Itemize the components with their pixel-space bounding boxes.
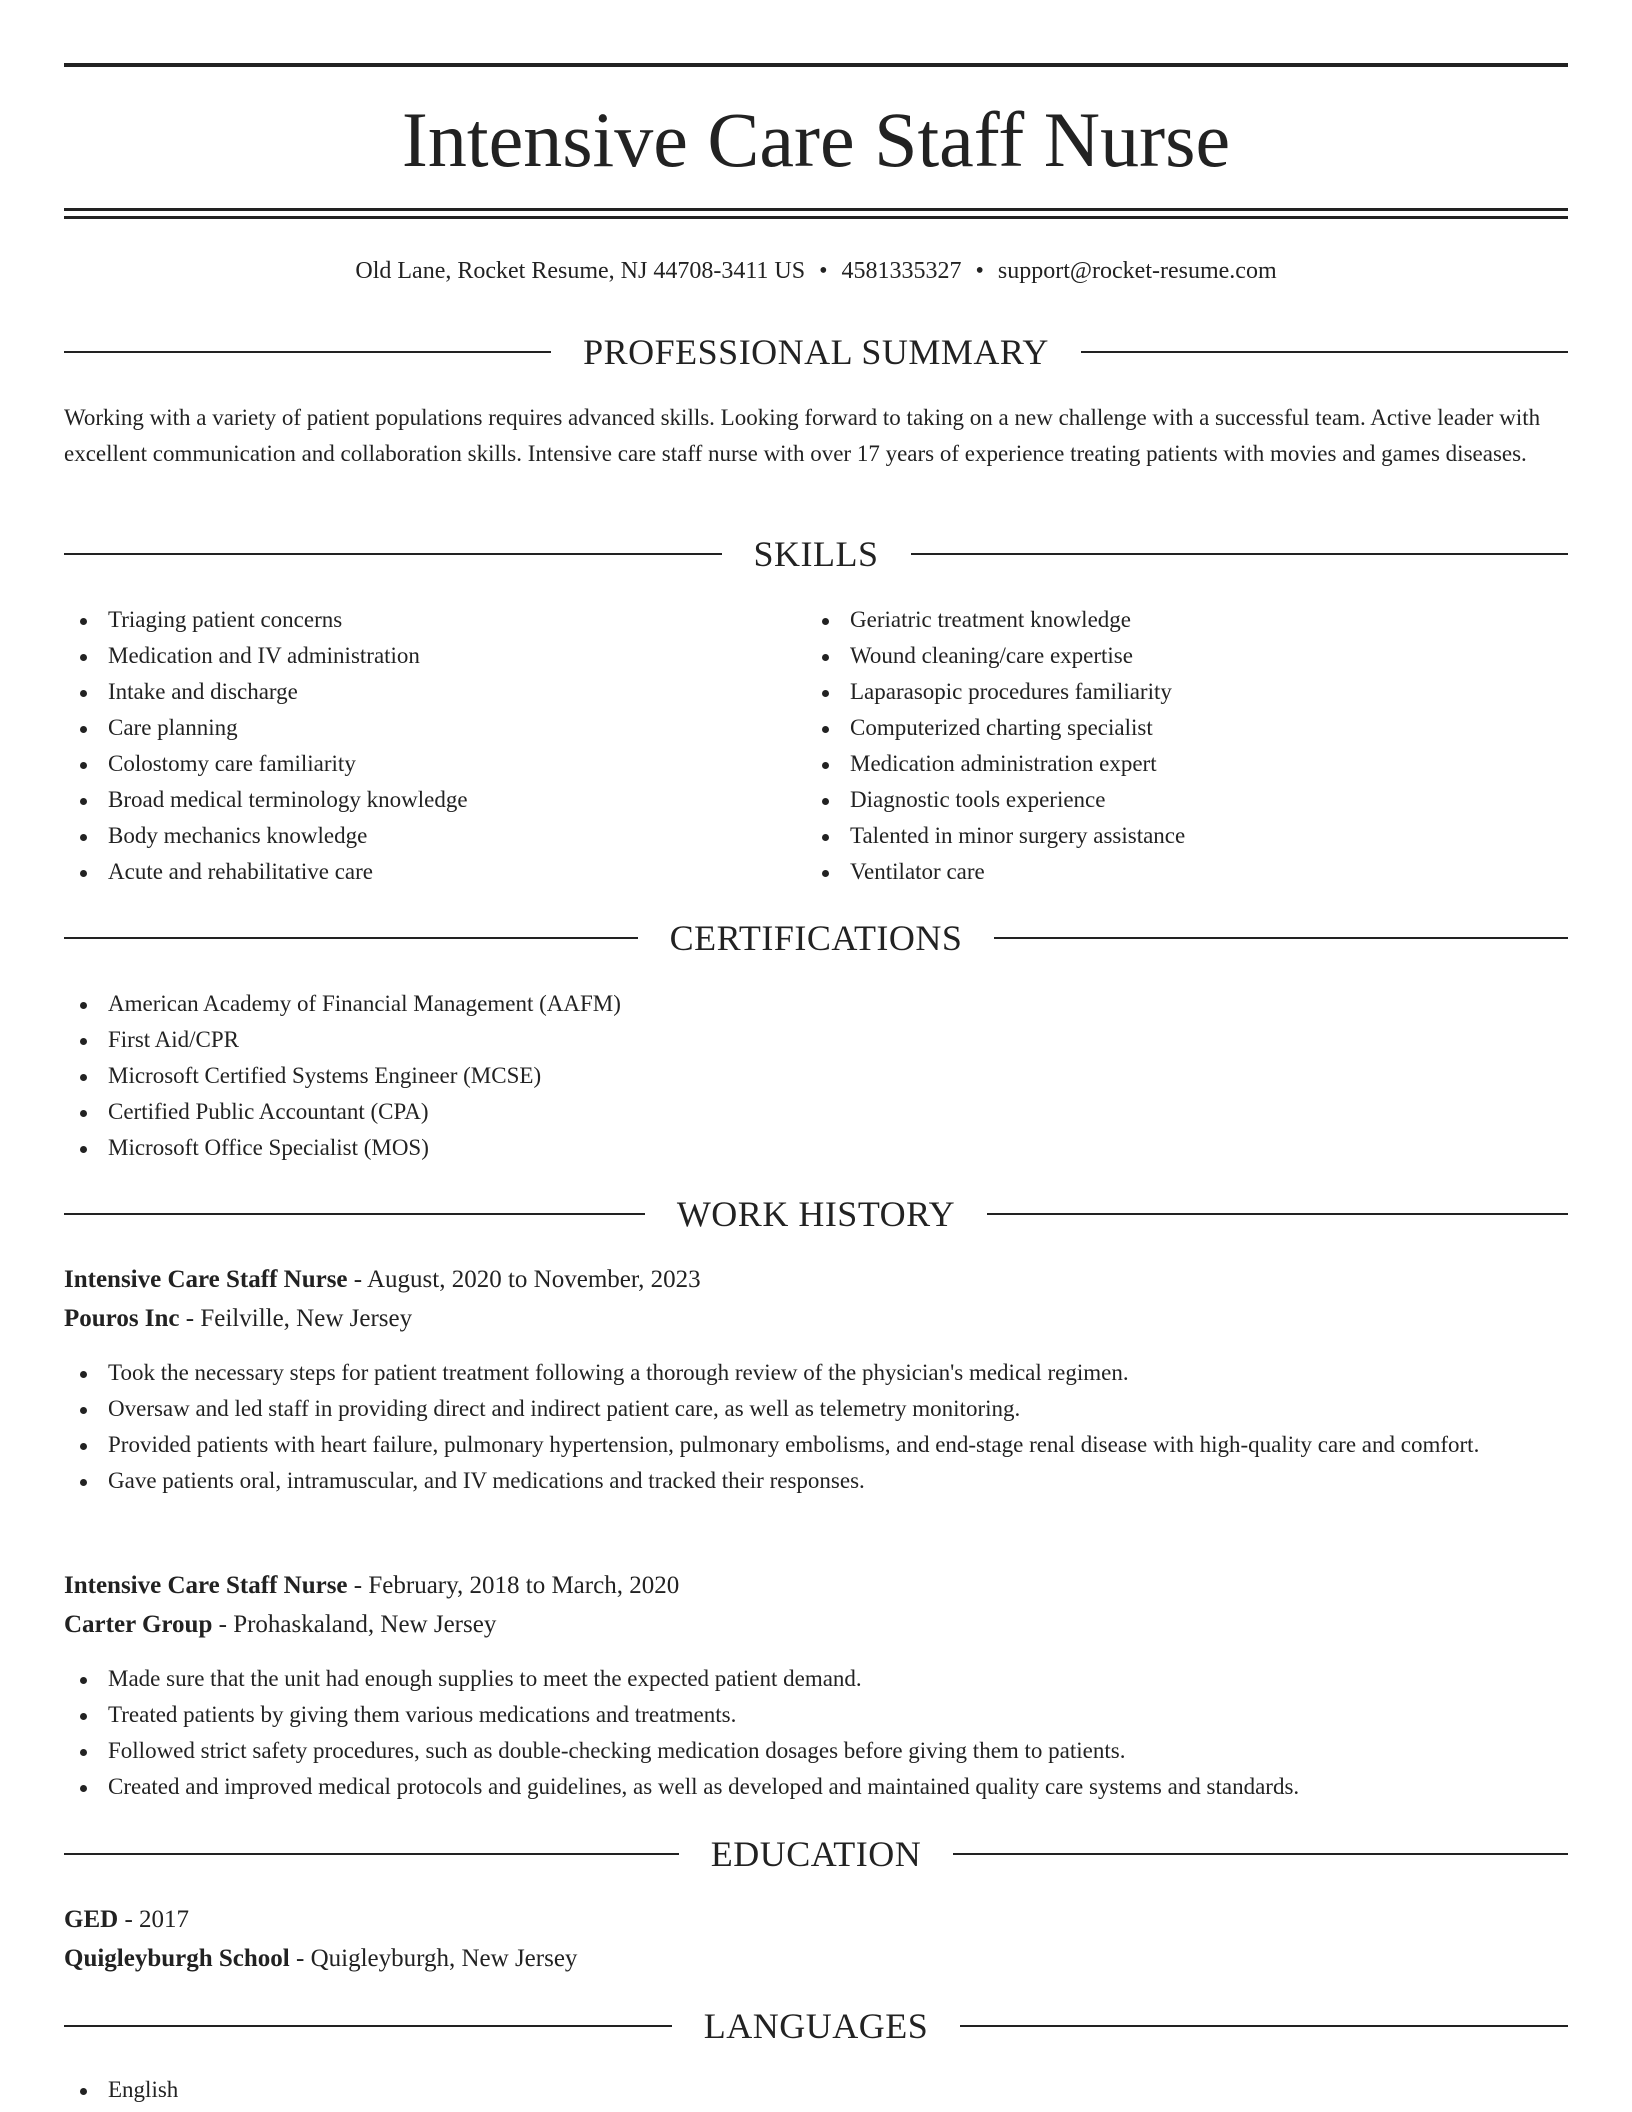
certification-item: Microsoft Certified Systems Engineer (MCSE)	[64, 1058, 1568, 1094]
job-dates: - August, 2020 to November, 2023	[347, 1266, 701, 1293]
section-heading-certifications	[64, 918, 1568, 958]
candidate-name: Intensive Care Staff Nurse	[401, 96, 1231, 183]
skill-item: Talented in minor surgery assistance	[806, 818, 1546, 854]
divider-line	[64, 553, 722, 555]
divider-line	[960, 2025, 1568, 2027]
section-title: PROFESSIONAL SUMMARY	[583, 332, 1049, 372]
education-degree-line	[64, 1902, 1568, 1938]
education-year: - 2017	[118, 1906, 190, 1933]
divider-line	[64, 351, 551, 353]
job-duty-item: Gave patients oral, intramuscular, and IV medications and tracked their responses.	[64, 1463, 1568, 1499]
job-duties-list	[64, 1661, 1568, 1805]
job-title: Intensive Care Staff Nurse	[64, 1266, 348, 1293]
job-duty-item: Provided patients with heart failure, pulmonary hypertension, pulmonary embolisms, and end-stage renal disease with high-quality care and comfort.	[64, 1427, 1568, 1463]
divider-line	[953, 1853, 1568, 1855]
section-heading-skills	[64, 534, 1568, 574]
skill-item: Wound cleaning/care expertise	[806, 638, 1546, 674]
job-location: - Prohaskaland, New Jersey	[212, 1611, 497, 1638]
certification-item: Microsoft Office Specialist (MOS)	[64, 1130, 1568, 1166]
contact-phone: 4581335327	[841, 258, 962, 284]
skill-item: Colostomy care familiarity	[64, 746, 804, 782]
job-duty-item: Treated patients by giving them various medications and treatments.	[64, 1697, 1568, 1733]
section-heading-languages	[64, 2006, 1568, 2046]
job-duty-item: Took the necessary steps for patient treatment following a thorough review of the physician's medical regimen.	[64, 1355, 1568, 1391]
skill-item: Medication and IV administration	[64, 638, 804, 674]
contact-separator: •	[975, 258, 984, 284]
skill-item: Laparasopic procedures familiarity	[806, 674, 1546, 710]
divider-line	[987, 1213, 1568, 1215]
header-bottom-rule-2	[64, 216, 1568, 219]
section-heading-summary	[64, 332, 1568, 372]
job-duty-item: Created and improved medical protocols and guidelines, as well as developed and maintained quality care systems and standards.	[64, 1769, 1568, 1805]
certifications-list	[64, 986, 1568, 1166]
job-dates: - February, 2018 to March, 2020	[347, 1572, 680, 1599]
skill-item: Body mechanics knowledge	[64, 818, 804, 854]
contact-line	[64, 256, 1568, 286]
certification-item: American Academy of Financial Management (AAFM)	[64, 986, 1568, 1022]
skill-item: Triaging patient concerns	[64, 602, 804, 638]
section-title: CERTIFICATIONS	[669, 918, 963, 958]
job-title: Intensive Care Staff Nurse	[64, 1572, 348, 1599]
divider-line	[64, 2025, 672, 2027]
job-location: - Feilville, New Jersey	[179, 1305, 413, 1332]
skill-item: Ventilator care	[806, 854, 1546, 890]
skill-item: Medication administration expert	[806, 746, 1546, 782]
job-duty-item: Made sure that the unit had enough supplies to meet the expected patient demand.	[64, 1661, 1568, 1697]
section-heading-education	[64, 1834, 1568, 1874]
education-location: - Quigleyburgh, New Jersey	[289, 1945, 578, 1972]
section-title: LANGUAGES	[703, 2006, 929, 2046]
certification-item: Certified Public Accountant (CPA)	[64, 1094, 1568, 1130]
education-degree: GED	[64, 1906, 119, 1933]
job-duty-item: Followed strict safety procedures, such as double-checking medication dosages before giving them to patients.	[64, 1733, 1568, 1769]
skills-list-left	[64, 602, 804, 890]
summary-text: Working with a variety of patient populations requires advanced skills. Looking forward to taking on a new challenge with a successful team. Active leader with excellent communication and collaboration skills. Intensive care staff nurse with over 17 years of experience treating patients with movies and games diseases.	[64, 405, 1541, 466]
job-duty-item: Oversaw and led staff in providing direct and indirect patient care, as well as telemetry monitoring.	[64, 1391, 1568, 1427]
divider-line	[1081, 351, 1568, 353]
contact-separator: •	[819, 258, 828, 284]
section-title: SKILLS	[753, 534, 879, 574]
job-company: Carter Group	[64, 1611, 213, 1638]
education-school-line	[64, 1941, 1568, 1977]
language-item: English	[64, 2072, 1568, 2108]
section-title: WORK HISTORY	[676, 1194, 956, 1234]
job-company-line	[64, 1301, 1568, 1337]
divider-line	[64, 937, 638, 939]
header-bottom-rule	[64, 208, 1568, 211]
skill-item: Broad medical terminology knowledge	[64, 782, 804, 818]
skills-list-right	[806, 602, 1546, 890]
languages-list	[64, 2072, 1568, 2108]
job-company-line	[64, 1607, 1568, 1643]
skill-item: Intake and discharge	[64, 674, 804, 710]
skill-item: Care planning	[64, 710, 804, 746]
skill-item: Acute and rehabilitative care	[64, 854, 804, 890]
job-title-line	[64, 1262, 1568, 1298]
job-duties-list	[64, 1355, 1568, 1499]
skill-item: Geriatric treatment knowledge	[806, 602, 1546, 638]
contact-email[interactable]: support@rocket-resume.com	[997, 258, 1277, 284]
divider-line	[64, 1213, 645, 1215]
header-top-rule	[64, 63, 1568, 67]
job-company: Pouros Inc	[64, 1305, 180, 1332]
divider-line	[994, 937, 1568, 939]
skill-item: Diagnostic tools experience	[806, 782, 1546, 818]
divider-line	[911, 553, 1569, 555]
section-heading-work-history	[64, 1194, 1568, 1234]
job-title-line	[64, 1568, 1568, 1604]
skill-item: Computerized charting specialist	[806, 710, 1546, 746]
education-school: Quigleyburgh School	[64, 1945, 290, 1972]
certification-item: First Aid/CPR	[64, 1022, 1568, 1058]
section-title: EDUCATION	[710, 1834, 922, 1874]
contact-address: Old Lane, Rocket Resume, NJ 44708-3411 US	[355, 258, 806, 284]
divider-line	[64, 1853, 679, 1855]
